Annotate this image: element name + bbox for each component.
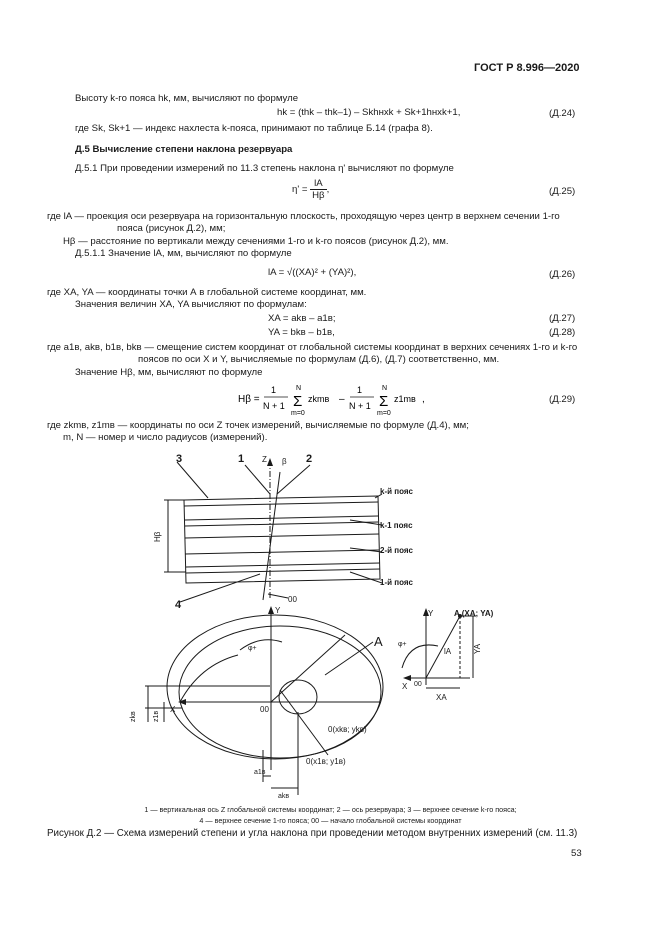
equation-d28: YA = bkв – b1в, <box>268 327 335 338</box>
leader-oo-top <box>268 594 288 598</box>
label-right-oo: 00 <box>414 681 422 688</box>
label-4: 4 <box>175 599 182 611</box>
right-phi-arc <box>402 645 438 668</box>
standard-header: ГОСТ Р 8.996—2020 <box>474 62 580 74</box>
label-belt-k: k-й пояс <box>380 487 413 496</box>
label-beta: β <box>282 457 287 466</box>
label-point-a: A (XA; YA) <box>454 609 494 618</box>
eq25-fraction <box>310 178 326 201</box>
paragraph-xa-ya-def: где XA, YA — координаты точки А в глобальной системе координат, мм. <box>47 287 367 298</box>
right-la-line <box>426 616 460 678</box>
eq29-one-b: 1 <box>357 385 363 395</box>
figure-d2 <box>120 450 520 800</box>
eq29-tail: , <box>422 394 425 405</box>
equation-d27: XA = akв – a1в; <box>268 313 336 324</box>
eq29-minus: – <box>339 394 345 405</box>
label-belt-k1: k-1 пояс <box>380 521 413 530</box>
paragraph-overlap-index: где Sk, Sk+1 — индекс нахлеста k-пояса, принимают по таблице Б.14 (графа 8). <box>75 123 433 134</box>
leader-4 <box>180 574 260 602</box>
eq29-lhs: Hβ = <box>238 394 260 405</box>
label-right-x: X <box>402 682 408 691</box>
label-plan-oo: 00 <box>260 705 269 714</box>
figure-caption: Рисунок Д.2 — Схема измерений степени и угла наклона при проведении методом внутренних измерений (см. 11.3) <box>47 828 578 839</box>
ellipse-top-belt <box>167 615 383 759</box>
page-number: 53 <box>571 848 582 859</box>
label-belt-2: 2-й пояс <box>380 546 413 555</box>
belt-line-k1 <box>185 516 378 520</box>
figure-legend-1: 1 — вертикальная ось Z глобальной системы координат; 2 — ось резервуара; 3 — верхнее сечение k-го пояса; <box>144 805 517 814</box>
eq25-numerator: lA <box>310 178 326 190</box>
equation-number-d24: (Д.24) <box>549 108 576 119</box>
paragraph-d51: Д.5.1 При проведении измерений по 11.3 степень наклона η' вычисляют по формуле <box>75 163 454 174</box>
eq29-term1: zkmв <box>308 394 330 404</box>
label-xa: XA <box>436 693 447 702</box>
plan-y-arrow <box>268 606 274 614</box>
label-zk: zkв <box>130 711 137 722</box>
eq29-term2: z1mв <box>394 394 416 404</box>
paragraph-d5-1-1: Д.5.1.1 Значение lA, мм, вычисляют по формуле <box>75 248 292 259</box>
label-3: 3 <box>176 453 183 465</box>
label-hb: Hβ <box>153 531 162 542</box>
eq29-den-b: N + 1 <box>349 401 371 411</box>
eq29-sum-top-b: N <box>382 385 388 392</box>
belt-line-1 <box>186 563 380 567</box>
paragraph-m-n-def: m, N — номер и число радиусов (измерений). <box>63 432 268 443</box>
leader-3 <box>177 462 208 498</box>
label-ya: YA <box>473 643 482 654</box>
label-z1: z1в <box>153 710 160 722</box>
eq25-denominator: Hβ <box>312 190 325 201</box>
label-plan-y: Y <box>275 606 281 615</box>
leader-1 <box>245 465 270 494</box>
eq29-one-a: 1 <box>271 385 277 395</box>
paragraph-offset-def-1: где a1в, akв, b1в, bkв — смещение систем координат от глобальной системы координат в верхних сечениях 1-го и k-го <box>47 342 578 353</box>
label-a-big: A <box>374 634 383 649</box>
paragraph-belt-height: Высоту k-го пояса hk, мм, вычисляют по формуле <box>75 93 299 104</box>
label-right-y: Y <box>428 609 434 618</box>
equation-d24: hk = (thk – thk–1) – Skhнхk + Sk+1hнхk+1, <box>277 107 461 118</box>
plan-x-arrow <box>178 699 186 705</box>
equation-number-d25: (Д.25) <box>549 186 576 197</box>
paragraph-offset-def-2: поясов по оси X и Y, вычисляемые по формулам (Д.6), (Д.7) соответственно, мм. <box>138 354 500 365</box>
label-1: 1 <box>238 453 245 465</box>
eq25-lhs: η' = <box>292 184 308 196</box>
paragraph-xa-ya-formulas: Значения величин XA, YA вычисляют по формулам: <box>75 299 307 310</box>
label-ak: akв <box>278 793 290 800</box>
plan-phi-arc <box>240 640 282 650</box>
paragraph-la-def-1: где lA — проекция оси резервуара на горизонтальную плоскость, проходящую через центр в верхнем сечении 1-го <box>47 211 560 222</box>
equation-number-d29: (Д.29) <box>549 394 576 405</box>
label-o1: 0(x1в; y1в) <box>306 757 346 766</box>
paragraph-hb-formula: Значение Hβ, мм, вычисляют по формуле <box>75 367 263 378</box>
label-plan-x: X <box>170 705 176 714</box>
z-axis-arrow <box>267 458 273 466</box>
eq29-sum-top-a: N <box>296 385 302 392</box>
label-2: 2 <box>306 453 313 465</box>
equation-number-d28: (Д.28) <box>549 327 576 338</box>
paragraph-la-def-2: пояса (рисунок Д.2), мм; <box>117 223 226 234</box>
label-z: Z <box>262 455 267 464</box>
leader-belt-1 <box>350 572 382 583</box>
paragraph-z-def: где zkmв, z1mв — координаты по оси Z точек измерений, вычисляемые по формуле (Д.4), мм; <box>47 420 469 431</box>
plan-phi-arc-2 <box>180 655 238 702</box>
eq29-den-a: N + 1 <box>263 401 285 411</box>
paragraph-hb-def: Hβ — расстояние по вертикали между сечениями 1-го и k-го поясов (рисунок Д.2), мм. <box>63 236 449 247</box>
label-ok: 0(xkв; ykв) <box>328 725 367 734</box>
right-x-arrow <box>403 675 411 681</box>
belt-line-k1b <box>185 522 378 526</box>
belt-line-k <box>184 502 378 506</box>
eq29-sum-bot-b: m=0 <box>377 410 391 417</box>
label-la: lA <box>444 647 452 656</box>
section-title: Д.5 Вычисление степени наклона резервуара <box>75 144 293 155</box>
label-plan-phi: φ+ <box>248 645 257 652</box>
label-belt-1: 1-й пояс <box>380 578 413 587</box>
equation-d25 <box>292 178 329 201</box>
equation-number-d27: (Д.27) <box>549 313 576 324</box>
figure-legend-2: 4 — верхнее сечение 1-го пояса; 00 — начало глобальной системы координат <box>199 816 462 825</box>
equation-number-d26: (Д.26) <box>549 269 576 280</box>
label-right-phi: φ+ <box>398 641 407 648</box>
leader-2 <box>277 465 310 494</box>
eq25-tail: , <box>326 184 330 196</box>
plan-diag-2 <box>280 690 328 755</box>
eq29-sigma-a: Σ <box>293 393 303 410</box>
label-a1: a1в <box>254 769 266 776</box>
label-oo-top: 00 <box>288 595 297 604</box>
eq29-sum-bot-a: m=0 <box>291 410 305 417</box>
eq29-sigma-b: Σ <box>379 393 389 410</box>
belt-line-2 <box>185 534 379 538</box>
equation-d26: lA = √((XA)² + (YA)²), <box>268 267 357 278</box>
equation-d29 <box>236 380 436 420</box>
belt-line-2b <box>185 550 379 554</box>
